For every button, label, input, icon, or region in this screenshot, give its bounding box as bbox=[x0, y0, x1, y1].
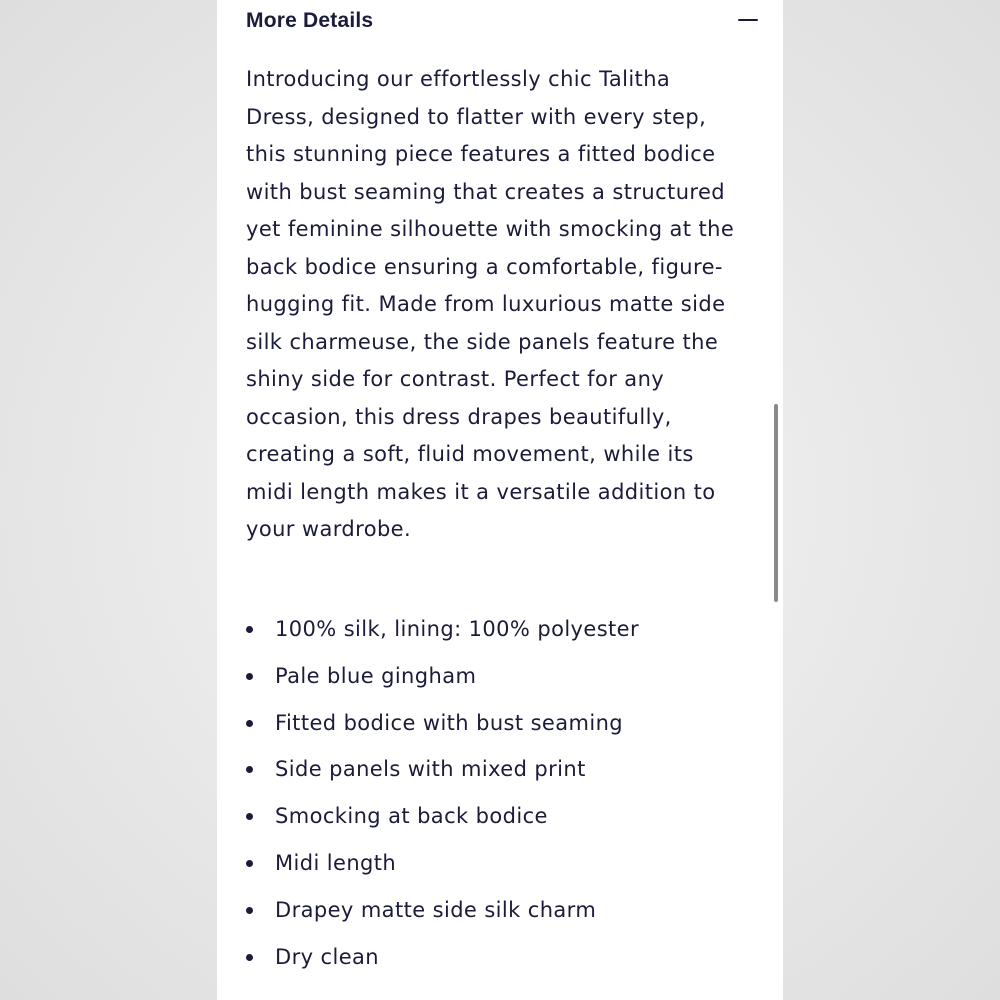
list-item bbox=[246, 793, 746, 840]
section-title: More Details bbox=[246, 9, 374, 32]
feature-text: Smocking at back bodice bbox=[275, 804, 548, 829]
list-item bbox=[246, 934, 746, 981]
bullet-icon bbox=[246, 720, 253, 727]
feature-text: Drapey matte side silk charm bbox=[275, 897, 597, 922]
minus-icon-bar bbox=[738, 19, 758, 21]
list-item bbox=[246, 840, 746, 887]
scrollbar-thumb[interactable] bbox=[774, 404, 778, 602]
list-item bbox=[246, 746, 746, 793]
bullet-icon bbox=[246, 813, 253, 820]
bullet-icon bbox=[246, 907, 253, 914]
list-item bbox=[246, 653, 746, 700]
accordion-header[interactable] bbox=[246, 0, 761, 42]
minus-icon[interactable] bbox=[736, 8, 760, 32]
bullet-icon bbox=[246, 860, 253, 867]
feature-text: Midi length bbox=[275, 850, 397, 875]
feature-list bbox=[246, 606, 746, 980]
list-item bbox=[246, 700, 746, 747]
bullet-icon bbox=[246, 954, 253, 961]
list-item bbox=[246, 887, 746, 934]
bullet-icon bbox=[246, 673, 253, 680]
details-panel bbox=[217, 0, 783, 1000]
feature-text: 100% silk, lining: 100% polyester bbox=[275, 617, 640, 641]
list-item bbox=[246, 606, 746, 653]
bullet-icon bbox=[246, 626, 253, 633]
feature-text: Fitted bodice with bust seaming bbox=[275, 710, 624, 735]
feature-text: Pale blue gingham bbox=[275, 663, 477, 688]
product-description: Introducing our effortlessly chic Talitha Dress, designed to flatter with every step, this stunning piece features a fitted bodice with bust seaming that creates a structured yet feminine silhouette with smocking at the back bodice ensuring a comfortable, figure-hugging fit. Made from luxurious matte side silk charmeuse, the side panels feature the shiny side for contrast. Perfect for any occasion, this dress drapes beautifully, creating a soft, fluid movement, while its midi length makes it a versatile addition to your wardrobe. bbox=[246, 67, 735, 541]
feature-text: Dry clean bbox=[275, 944, 379, 969]
bullet-icon bbox=[246, 766, 253, 773]
feature-text: Side panels with mixed print bbox=[275, 757, 586, 782]
